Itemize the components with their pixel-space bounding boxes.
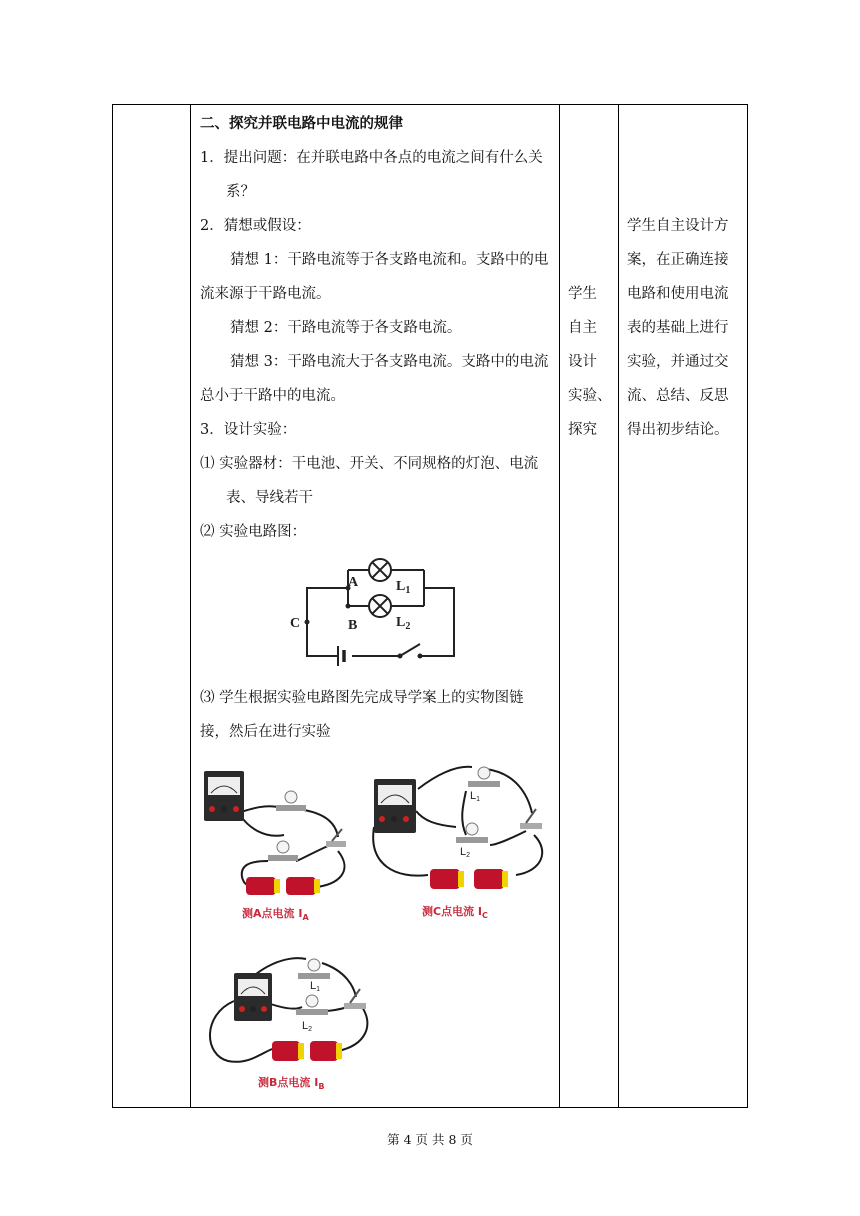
text-line: 系？ — [226, 184, 255, 200]
column-divider — [190, 105, 191, 1107]
battery-icon — [272, 1041, 342, 1061]
bulb-l2-label: L2 — [302, 1020, 313, 1033]
text-line: 总小于干路中的电流。 — [200, 388, 345, 404]
text-line: 接，然后在进行实验 — [200, 724, 331, 740]
label-l2: $L_2$ — [396, 615, 411, 632]
intent-line: 实验，并通过交 — [627, 354, 729, 370]
battery-icon — [246, 877, 320, 895]
label-l1: $L_1$ — [396, 579, 411, 596]
switch-contact — [398, 654, 403, 659]
caption-c: 测C点电流 $I_C$ — [422, 905, 488, 920]
label-c: C — [290, 616, 301, 631]
bulb-icon — [456, 823, 488, 843]
text-line: 1．提出问题：在并联电路中各点的电流之间有什么关 — [200, 150, 543, 166]
page-footer: 第 4 页 共 8 页 — [387, 1132, 473, 1147]
ammeter-icon — [234, 973, 272, 1021]
lamp-l1-icon — [369, 559, 391, 581]
photo-measure-c — [366, 755, 556, 925]
activity-line: 探究 — [568, 422, 597, 438]
bulb-l2-label: L2 — [460, 846, 471, 859]
caption-b: 测B点电流 $I_B$ — [258, 1076, 325, 1091]
column-divider — [618, 105, 619, 1107]
ammeter-icon — [204, 771, 244, 821]
text-line: 猜想 2：干路电流等于各支路电流。 — [230, 320, 462, 336]
column-divider — [559, 105, 560, 1107]
label-b: B — [348, 618, 358, 633]
bulb-l1-label: L1 — [310, 980, 321, 993]
text-line: 流来源于干路电流。 — [200, 286, 331, 302]
intent-line: 表的基础上进行 — [627, 320, 729, 336]
parallel-circuit-diagram — [280, 548, 470, 670]
battery-icon — [430, 869, 508, 889]
activity-line: 自主 — [568, 320, 597, 336]
lamp-l2-icon — [369, 595, 391, 617]
text-line: ⑵ 实验电路图： — [200, 524, 307, 540]
caption-a: 测A点电流 $I_A$ — [242, 907, 309, 922]
activity-line: 学生 — [568, 286, 597, 302]
activity-line: 设计 — [568, 354, 597, 370]
intent-line: 流、总结、反思 — [627, 388, 729, 404]
text-line: 猜想 3：干路电流大于各支路电流。支路中的电流 — [230, 354, 549, 370]
bulb-l1-label: L1 — [470, 790, 481, 803]
bulb-icon — [296, 995, 328, 1015]
bulb-icon — [276, 791, 306, 811]
bulb-icon — [298, 959, 330, 979]
activity-line: 实验、 — [568, 388, 612, 404]
node-b — [346, 604, 351, 609]
text-line: ⑴ 实验器材：干电池、开关、不同规格的灯泡、电流 — [200, 456, 539, 472]
text-line: 表、导线若干 — [226, 490, 313, 506]
text-line: ⑶ 学生根据实验电路图先完成导学案上的实物图链 — [200, 690, 524, 706]
intent-line: 电路和使用电流 — [627, 286, 729, 302]
section-heading: 二、探究并联电路中电流的规律 — [200, 115, 403, 132]
photo-measure-a — [198, 765, 358, 925]
ammeter-icon — [374, 779, 416, 833]
intent-line: 得出初步结论。 — [627, 422, 729, 438]
battery-icon — [338, 646, 344, 666]
text-line: 猜想 1：干路电流等于各支路电流和。支路中的电 — [230, 252, 549, 268]
intent-line: 学生自主设计方 — [627, 218, 729, 234]
text-line: 3．设计实验： — [200, 422, 297, 438]
switch-contact — [418, 654, 423, 659]
intent-line: 案，在正确连接 — [627, 252, 729, 268]
bulb-icon — [268, 841, 298, 861]
text-line: 2．猜想或假设： — [200, 218, 311, 234]
node-c — [305, 620, 310, 625]
photo-measure-b — [198, 945, 388, 1095]
label-a: A — [348, 575, 359, 590]
